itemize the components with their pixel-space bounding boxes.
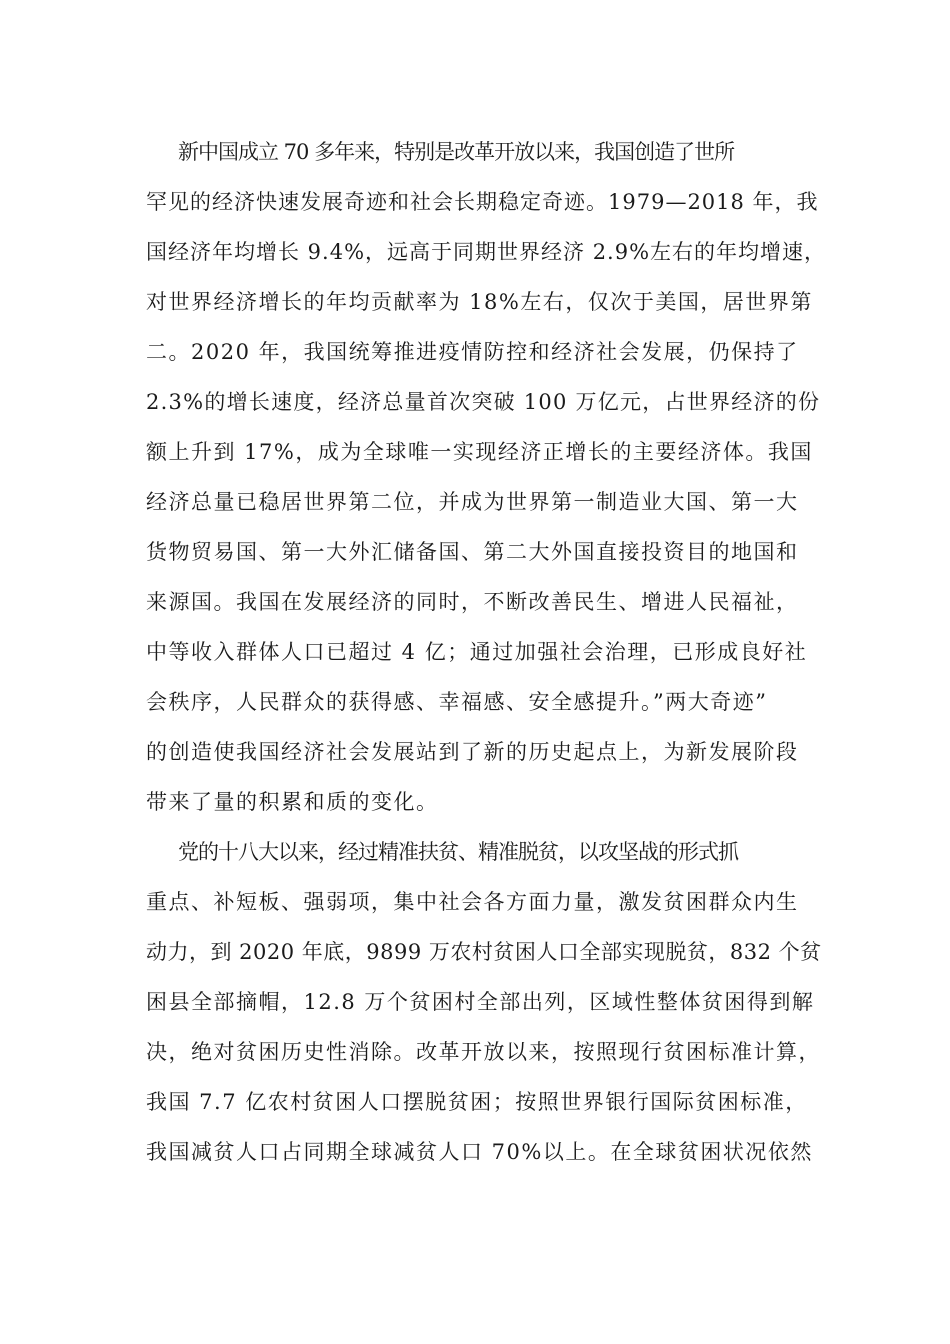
paragraph-line: 罕见的经济快速发展奇迹和社会长期稳定奇迹。1979—2018 年，我 [146, 190, 819, 214]
paragraph-line: 困县全部摘帽，12.8 万个贫困村全部出列，区域性整体贫困得到解 [146, 990, 815, 1014]
paragraph-line: 会秩序，人民群众的获得感、幸福感、安全感提升。”两大奇迹” [146, 690, 768, 714]
paragraph-line: 带来了量的积累和质的变化。 [146, 790, 439, 814]
paragraph-line: 的创造使我国经济社会发展站到了新的历史起点上，为新发展阶段 [146, 740, 799, 764]
paragraph-line: 我国减贫人口占同期全球减贫人口 70%以上。在全球贫困状况依然 [146, 1140, 813, 1164]
paragraph-line: 经济总量已稳居世界第二位，并成为世界第一制造业大国、第一大 [146, 490, 799, 514]
paragraph-line: 二。2020 年，我国统筹推进疫情防控和经济社会发展，仍保持了 [146, 340, 799, 364]
paragraph-line: 新中国成立 70 多年来，特别是改革开放以来，我国创造了世所 [178, 140, 735, 164]
paragraph-line: 货物贸易国、第一大外汇储备国、第二大外国直接投资目的地国和 [146, 540, 799, 564]
paragraph-line: 动力，到 2020 年底，9899 万农村贫困人口全部实现脱贫，832 个贫 [146, 940, 822, 964]
paragraph-line: 国经济年均增长 9.4%，远高于同期世界经济 2.9%左右的年均增速， [146, 240, 827, 264]
paragraph-line: 决，绝对贫困历史性消除。改革开放以来，按照现行贫困标准计算， [146, 1040, 821, 1064]
paragraph-line: 2.3%的增长速度，经济总量首次突破 100 万亿元，占世界经济的份 [146, 390, 821, 414]
paragraph-line: 来源国。我国在发展经济的同时，不断改善民生、增进人民福祉， [146, 590, 799, 614]
paragraph-line: 对世界经济增长的年均贡献率为 18%左右，仅次于美国，居世界第 [146, 290, 813, 314]
paragraph-line: 党的十八大以来，经过精准扶贫、精准脱贫，以攻坚战的形式抓 [178, 840, 738, 864]
paragraph-line: 重点、补短板、强弱项，集中社会各方面力量，激发贫困群众内生 [146, 890, 799, 914]
paragraph-line: 额上升到 17%，成为全球唯一实现经济正增长的主要经济体。我国 [146, 440, 813, 464]
paragraph-line: 我国 7.7 亿农村贫困人口摆脱贫困；按照世界银行国际贫困标准， [146, 1090, 808, 1114]
paragraph-line: 中等收入群体人口已超过 4 亿；通过加强社会治理，已形成良好社 [146, 640, 808, 664]
